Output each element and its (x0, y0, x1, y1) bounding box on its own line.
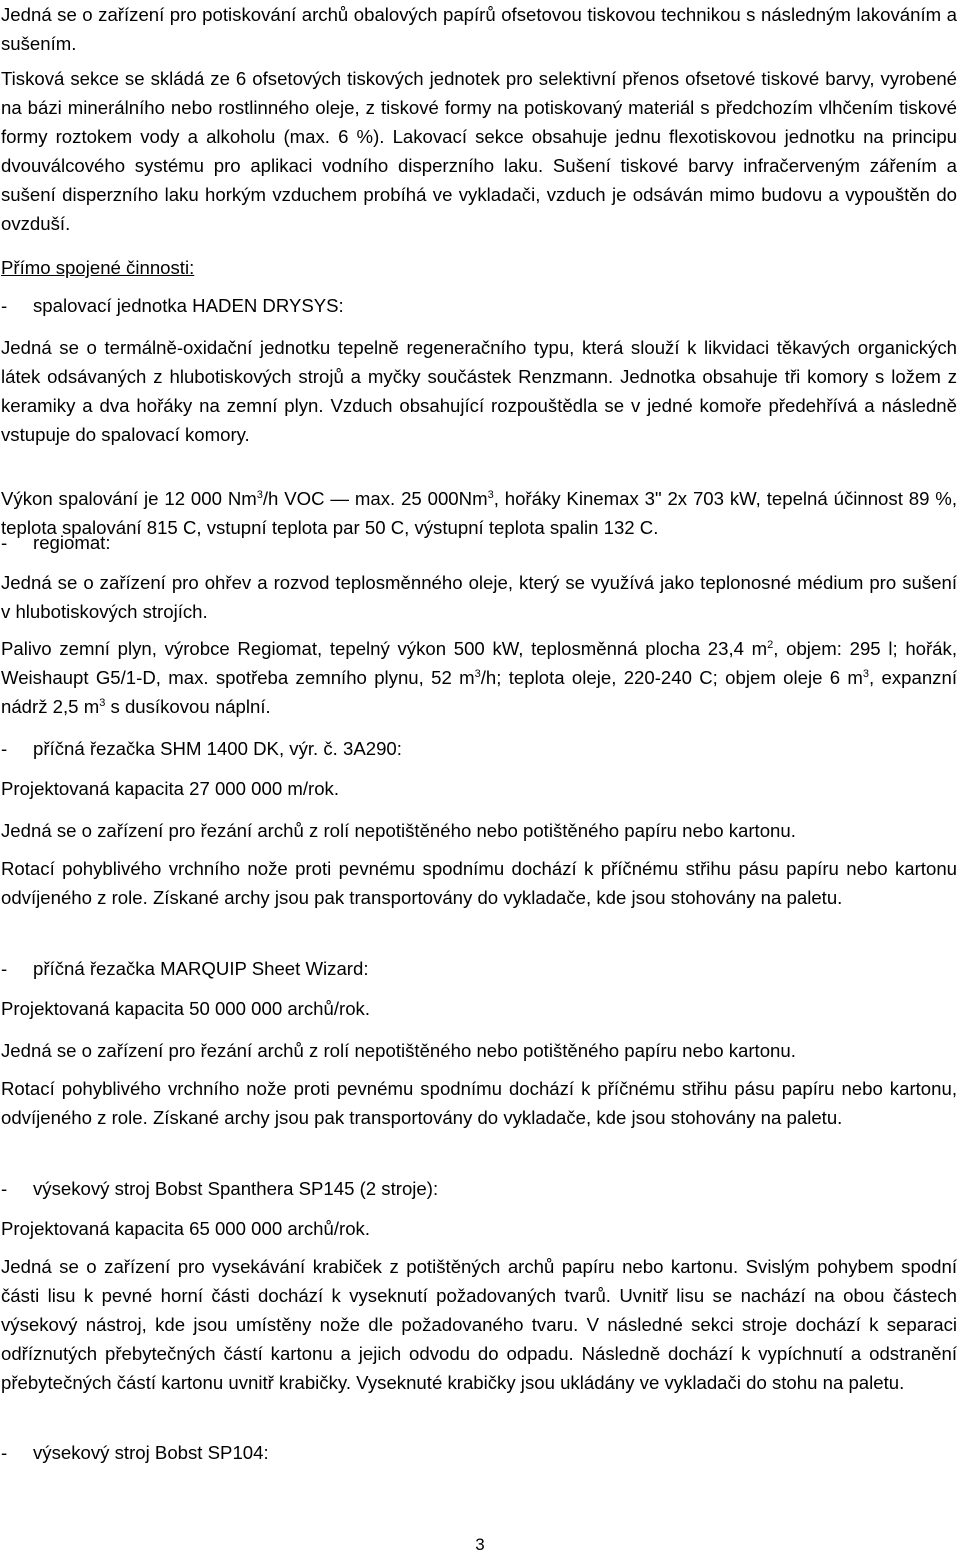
bullet-haden (1, 291, 344, 320)
bullet-label: příčná řezačka SHM 1400 DK, výr. č. 3A290: (33, 738, 402, 759)
bullet-dash: - (1, 1178, 8, 1199)
paragraph-haden: Jedná se o termálně-oxidační jednotku tepelně regeneračního typu, která slouží k likvidaci těkavých organických látek odsávaných z hlubotiskových strojů a myčky součástek Renzmann. Jednotka obsahuje tři komory s ložem z keramiky a dva hořáky na zemní plyn. Vzduch obsahující rozpouštědla se v jedné komoře předehřívá a následně vstupuje do spalovací komory. (1, 337, 957, 445)
paragraph-regiomat: Jedná se o zařízení pro ohřev a rozvod teplosměnného oleje, který se využívá jako teplonosné médium pro sušení v hlubotiskových strojích. (1, 572, 957, 622)
bullet-dash: - (1, 532, 8, 553)
heading-primo-spojene: Přímo spojené činnosti: (1, 257, 195, 278)
bullet-label: příčná řezačka MARQUIP Sheet Wizard: (33, 958, 369, 979)
bullet-label: výsekový stroj Bobst Spanthera SP145 (2 stroje): (33, 1178, 439, 1199)
section-heading (1, 253, 957, 282)
bullet-rezacka-marquip (1, 954, 369, 983)
bullet-label: výsekový stroj Bobst SP104: (33, 1442, 269, 1463)
paragraph-kapacita-2: Projektovaná kapacita 50 000 000 archů/rok. (1, 998, 371, 1019)
paragraph-tiskova-sekce: Tisková sekce se skládá ze 6 ofsetových tiskových jednotek pro selektivní přenos ofsetové tiskové barvy, vyrobené na bázi minerálního nebo rostlinného oleje, z tiskové formy na potiskovaný materiál s předchozím vlhčením tiskové formy roztokem vody a alkoholu (max. 6 %). Lakovací sekce obsahuje jednu flexotiskovou jednotku na principu dvouválcového systému pro aplikaci vodního disperzního laku. Sušení tiskové barvy infračerveným zářením a sušení disperzního laku horkým vzduchem probíhá ve vykladači, vzduch je odsáván mimo budovu a vypouštěn do ovzduší. (1, 68, 957, 234)
paragraph-kapacita-1: Projektovaná kapacita 27 000 000 m/rok. (1, 778, 339, 799)
paragraph-vykon: Výkon spalování je 12 000 Nm$^3$/h VOC — max. 25 000Nm$^3$, hořáky Kinemax 3" 2x 703 kW, tepelná účinnost 89 %, teplota spalování 815 C, vstupní teplota par 50 C, výstupní teplota spalin 132 C. (1, 488, 957, 538)
paragraph-kapacita-3: Projektovaná kapacita 65 000 000 archů/rok. (1, 1218, 371, 1239)
bullet-bobst-sp145 (1, 1174, 438, 1203)
paragraph-palivo: Palivo zemní plyn, výrobce Regiomat, tepelný výkon 500 kW, teplosměnná plocha 23,4 $m^2$, objem: 295 l; hořák, Weishaupt G5/1-D, max. spotřeba zemního plynu, 52 $m^3/h$; teplota oleje, 220-240 C; objem oleje 6 $m^3$, expanzní nádrž 2,5 $m^3$ s dusíkovou náplní. (1, 638, 957, 717)
bullet-label: regiomat: (33, 532, 111, 553)
paragraph-rezani-1: Jedná se o zařízení pro řezání archů z rolí nepotištěného nebo potištěného papíru nebo kartonu. (1, 820, 796, 841)
bullet-dash: - (1, 958, 8, 979)
bullet-bobst-sp104 (1, 1438, 269, 1467)
bullet-regiomat (1, 528, 111, 557)
paragraph-rotaci-1: Rotací pohyblivého vrchního nože proti pevnému spodnímu dochází k příčnému střihu pásu papíru nebo kartonu odvíjeného z role. Získané archy jsou pak transportovány do vykladače, kde jsou stohovány na paletu. (1, 858, 957, 908)
page-number: 3 (475, 1535, 485, 1554)
paragraph-vysekavani: Jedná se o zařízení pro vysekávání krabiček z potištěných archů papíru nebo kartonu. Svislým pohybem spodní části lisu k pevné horní části dochází k vyseknutí požadovaných tvarů. Uvnitř lisu se nachází na obou částech výsekový nástroj, kde jsou umístěny nože dle požadovaného tvaru. V následné sekci stroje dochází k separaci odříznutých přebytečných částí kartonu a jejich odvodu do odpadu. Následně dochází k vypíchnutí a odstranění přebytečných částí kartonu uvnitř krabičky. Vyseknuté krabičky jsou ukládány ve vykladači do stohu na paletu. (1, 1256, 957, 1393)
bullet-label: spalovací jednotka HADEN DRYSYS: (33, 295, 344, 316)
bullet-rezacka-shm (1, 734, 402, 763)
bullet-dash: - (1, 295, 8, 316)
paragraph-intro: Jedná se o zařízení pro potiskování archů obalových papírů ofsetovou tiskovou technikou s následným lakováním a sušením. (1, 4, 957, 54)
bullet-dash: - (1, 1442, 8, 1463)
paragraph-rotaci-2: Rotací pohyblivého vrchního nože proti pevnému spodnímu dochází k příčnému střihu pásu papíru nebo kartonu, odvíjeného z role. Získané archy jsou pak transportovány do vykladače, kde jsou stohovány na paletu. (1, 1078, 957, 1128)
paragraph-rezani-2: Jedná se o zařízení pro řezání archů z rolí nepotištěného nebo potištěného papíru nebo kartonu. (1, 1040, 796, 1061)
bullet-dash: - (1, 738, 8, 759)
